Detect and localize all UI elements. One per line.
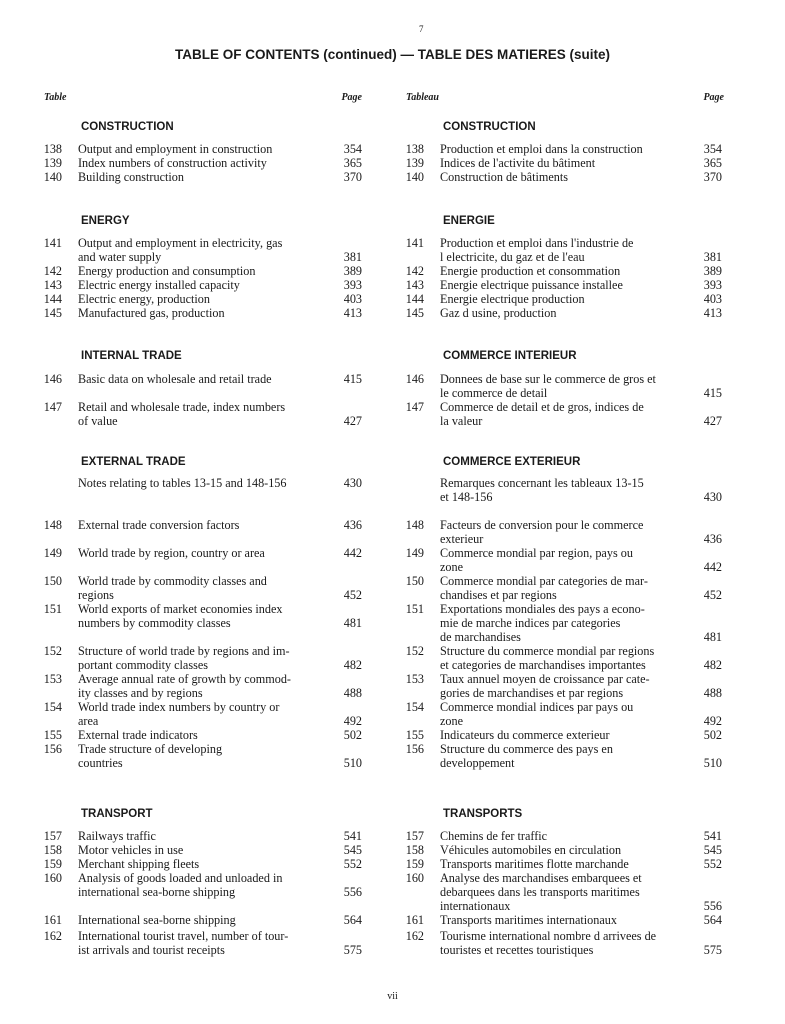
page-number: 564 xyxy=(703,913,722,927)
entry-title-line: Exportations mondiales des pays a econo- xyxy=(440,602,645,616)
page-number: 354 xyxy=(703,142,722,156)
entry-title-line: le commerce de detail xyxy=(440,386,548,400)
table-number: 161 xyxy=(43,913,62,927)
table-number: 140 xyxy=(405,170,424,184)
table-number: 138 xyxy=(43,142,62,156)
page-number: 488 xyxy=(343,686,362,700)
entry-title-line: Commerce mondial par categories de mar- xyxy=(440,574,648,588)
table-number: 155 xyxy=(43,728,62,742)
table-number: 139 xyxy=(405,156,424,170)
page-number: 481 xyxy=(343,616,362,630)
section-heading-fr: COMMERCE EXTERIEUR xyxy=(443,456,581,468)
left-page-column-label: Page xyxy=(341,92,362,103)
page-number: 452 xyxy=(703,588,722,602)
page-number: 556 xyxy=(343,885,362,899)
page-number: 430 xyxy=(703,490,722,504)
page-number: 442 xyxy=(343,546,362,560)
entry-title-line: portant commodity classes xyxy=(78,658,208,672)
entry-title-line: area xyxy=(78,714,99,728)
entry-title-line: gories de marchandises et par regions xyxy=(440,686,624,700)
entry-title-line: l electricite, du gaz et de l'eau xyxy=(440,250,585,264)
table-number: 138 xyxy=(405,142,424,156)
page-number: 545 xyxy=(343,843,362,857)
page-number: 393 xyxy=(343,278,362,292)
entry-title-line: Merchant shipping fleets xyxy=(78,857,200,871)
page-number: 541 xyxy=(703,829,722,843)
section-heading-fr: TRANSPORTS xyxy=(443,808,523,820)
page-number: 413 xyxy=(703,306,722,320)
page-number: 452 xyxy=(343,588,362,602)
table-number: 159 xyxy=(405,857,424,871)
table-number: 145 xyxy=(43,306,62,320)
page-number: 430 xyxy=(343,476,362,490)
table-number: 160 xyxy=(405,871,424,885)
table-number: 156 xyxy=(43,742,62,756)
entry-title-line: debarquees dans les transports maritimes xyxy=(440,885,640,899)
page-number: 370 xyxy=(703,170,722,184)
entry-title-line: International sea-borne shipping xyxy=(78,913,236,927)
table-number: 155 xyxy=(405,728,424,742)
entry-title-line: Motor vehicles in use xyxy=(78,843,184,857)
entry-title-line: exterieur xyxy=(440,532,484,546)
page-number: 354 xyxy=(343,142,362,156)
entry-title-line: Transports maritimes internationaux xyxy=(440,913,617,927)
page-number: 575 xyxy=(343,943,362,957)
right-page-column-label: Page xyxy=(703,92,724,103)
table-number: 142 xyxy=(43,264,62,278)
page-number: 552 xyxy=(703,857,722,871)
page-number: 436 xyxy=(343,518,362,532)
right-table-column-label: Tableau xyxy=(406,92,439,103)
table-number: 148 xyxy=(43,518,62,532)
table-number: 144 xyxy=(43,292,62,306)
page-number: 370 xyxy=(343,170,362,184)
section-heading-fr: CONSTRUCTION xyxy=(443,121,536,133)
entry-title-line: External trade conversion factors xyxy=(78,518,240,532)
section-heading-en: CONSTRUCTION xyxy=(81,121,174,133)
table-number: 151 xyxy=(405,602,424,616)
page-number: 365 xyxy=(703,156,722,170)
page-number: 552 xyxy=(343,857,362,871)
section-heading-en: ENERGY xyxy=(81,215,130,227)
page-number: 403 xyxy=(703,292,722,306)
table-number: 159 xyxy=(43,857,62,871)
entry-title-line: Railways traffic xyxy=(78,829,156,843)
entry-title-line: Energy production and consumption xyxy=(78,264,256,278)
table-number: 154 xyxy=(43,700,62,714)
entry-title-line: regions xyxy=(78,588,114,602)
entry-title-line: Chemins de fer traffic xyxy=(440,829,548,843)
entry-title-line: Energie electrique production xyxy=(440,292,585,306)
page-number: 488 xyxy=(703,686,722,700)
entry-title-line: Energie electrique puissance installee xyxy=(440,278,623,292)
page-number: 564 xyxy=(343,913,362,927)
entry-title-line: Manufactured gas, production xyxy=(78,306,225,320)
page-number: 427 xyxy=(343,414,362,428)
table-number: 153 xyxy=(43,672,62,686)
entry-title-line: zone xyxy=(440,560,464,574)
left-table-column-label: Table xyxy=(44,92,67,103)
page-number: 502 xyxy=(343,728,362,742)
entry-title-line: Commerce de detail et de gros, indices de xyxy=(440,400,644,414)
table-number: 158 xyxy=(405,843,424,857)
page-number: 393 xyxy=(703,278,722,292)
page-number: 541 xyxy=(343,829,362,843)
entry-title-line: Commerce mondial indices par pays ou xyxy=(440,700,634,714)
entry-title-line: touristes et recettes touristiques xyxy=(440,943,594,957)
entry-title-line: Index numbers of construction activity xyxy=(78,156,267,170)
entry-title-line: Production et emploi dans l'industrie de xyxy=(440,236,634,250)
page-number: 365 xyxy=(343,156,362,170)
table-number: 149 xyxy=(405,546,424,560)
table-number: 162 xyxy=(405,929,424,943)
entry-title-line: Energie production et consommation xyxy=(440,264,621,278)
entry-title-line: Electric energy, production xyxy=(78,292,210,306)
entry-title-line: la valeur xyxy=(440,414,483,428)
entry-title-line: developpement xyxy=(440,756,515,770)
entry-title-line: Indices de l'activite du bâtiment xyxy=(440,156,596,170)
entry-title-line: Gaz d usine, production xyxy=(440,306,557,320)
table-number: 144 xyxy=(405,292,424,306)
entry-title-line: Taux annuel moyen de croissance par cate- xyxy=(440,672,650,686)
entry-title-line: Facteurs de conversion pour le commerce xyxy=(440,518,644,532)
entry-title-line: numbers by commodity classes xyxy=(78,616,231,630)
entry-title-line: World exports of market economies index xyxy=(78,602,283,616)
table-number: 141 xyxy=(43,236,62,250)
entry-title-line: World trade index numbers by country or xyxy=(78,700,280,714)
table-number: 143 xyxy=(43,278,62,292)
table-number: 140 xyxy=(43,170,62,184)
table-number: 148 xyxy=(405,518,424,532)
section-heading-en: INTERNAL TRADE xyxy=(81,350,182,362)
entry-title-line: Production et emploi dans la construction xyxy=(440,142,643,156)
page-number: 492 xyxy=(703,714,722,728)
page-number-footer: vii xyxy=(387,991,398,1002)
entry-title-line: Trade structure of developing xyxy=(78,742,223,756)
page-number: 482 xyxy=(703,658,722,672)
table-number: 146 xyxy=(405,372,424,386)
page-number: 482 xyxy=(343,658,362,672)
page-number: 502 xyxy=(703,728,722,742)
table-number: 147 xyxy=(405,400,424,414)
page-number: 427 xyxy=(703,414,722,428)
entry-title-line: International tourist travel, number of tour- xyxy=(78,929,289,943)
entry-title-line: Structure du commerce mondial par regions xyxy=(440,644,655,658)
entry-title-line: Donnees de base sur le commerce de gros et xyxy=(440,372,656,386)
entry-title-line: Building construction xyxy=(78,170,184,184)
entry-title-line: Average annual rate of growth by commod- xyxy=(78,672,291,686)
entry-title-line: World trade by region, country or area xyxy=(78,546,265,560)
entry-title-line: Structure of world trade by regions and im- xyxy=(78,644,290,658)
entry-title-line: External trade indicators xyxy=(78,728,198,742)
section-heading-en: EXTERNAL TRADE xyxy=(81,456,186,468)
entry-title-line: Commerce mondial par region, pays ou xyxy=(440,546,633,560)
page-number: 436 xyxy=(703,532,722,546)
page-number: 510 xyxy=(343,756,362,770)
entry-title-line: of value xyxy=(78,414,118,428)
table-number: 161 xyxy=(405,913,424,927)
entry-title-line: World trade by commodity classes and xyxy=(78,574,267,588)
entry-title-line: Output and employment in construction xyxy=(78,142,273,156)
page-number: 415 xyxy=(703,386,722,400)
table-number: 153 xyxy=(405,672,424,686)
entry-title-line: Output and employment in electricity, gas xyxy=(78,236,283,250)
entry-title-line: Construction de bâtiments xyxy=(440,170,568,184)
entry-title-line: Indicateurs du commerce exterieur xyxy=(440,728,610,742)
table-number: 157 xyxy=(43,829,62,843)
page-number: 481 xyxy=(703,630,722,644)
entry-title-line: Basic data on wholesale and retail trade xyxy=(78,372,272,386)
entry-title-line: et categories de marchandises importantes xyxy=(440,658,646,672)
table-number: 156 xyxy=(405,742,424,756)
entry-title-line: zone xyxy=(440,714,464,728)
page-number: 545 xyxy=(703,843,722,857)
page-number: 442 xyxy=(703,560,722,574)
entry-title-line: ist arrivals and tourist receipts xyxy=(78,943,225,957)
page-title: TABLE OF CONTENTS (continued) — TABLE DES MATIERES (suite) xyxy=(175,47,610,62)
entry-title-line: Notes relating to tables 13-15 and 148-156 xyxy=(78,476,287,490)
table-number: 150 xyxy=(43,574,62,588)
table-number: 160 xyxy=(43,871,62,885)
entry-title-line: Analyse des marchandises embarquees et xyxy=(440,871,642,885)
table-number: 145 xyxy=(405,306,424,320)
table-number: 162 xyxy=(43,929,62,943)
table-number: 142 xyxy=(405,264,424,278)
page-number: 403 xyxy=(343,292,362,306)
entry-title-line: ity classes and by regions xyxy=(78,686,203,700)
entry-title-line: Remarques concernant les tableaux 13-15 xyxy=(440,476,644,490)
page-number: 413 xyxy=(343,306,362,320)
section-heading-en: TRANSPORT xyxy=(81,808,153,820)
entry-title-line: and water supply xyxy=(78,250,162,264)
page-number: 510 xyxy=(703,756,722,770)
entry-title-line: Tourisme international nombre d arrivees de xyxy=(440,929,657,943)
entry-title-line: et 148-156 xyxy=(440,490,493,504)
table-number: 151 xyxy=(43,602,62,616)
entry-title-line: Analysis of goods loaded and unloaded in xyxy=(78,871,283,885)
table-number: 139 xyxy=(43,156,62,170)
entry-title-line: mie de marche indices par categories xyxy=(440,616,621,630)
table-number: 150 xyxy=(405,574,424,588)
page-number: 575 xyxy=(703,943,722,957)
page-number: 389 xyxy=(343,264,362,278)
page-number: 381 xyxy=(703,250,722,264)
table-number: 157 xyxy=(405,829,424,843)
page-number: 556 xyxy=(703,899,722,913)
table-number: 152 xyxy=(43,644,62,658)
entry-title-line: chandises et par regions xyxy=(440,588,557,602)
table-number: 154 xyxy=(405,700,424,714)
table-number: 141 xyxy=(405,236,424,250)
entry-title-line: countries xyxy=(78,756,123,770)
section-heading-fr: COMMERCE INTERIEUR xyxy=(443,350,577,362)
page-number: 381 xyxy=(343,250,362,264)
table-number: 146 xyxy=(43,372,62,386)
table-number: 147 xyxy=(43,400,62,414)
page-mark: 7 xyxy=(419,24,424,34)
entry-title-line: internationaux xyxy=(440,899,511,913)
table-number: 152 xyxy=(405,644,424,658)
entry-title-line: Electric energy installed capacity xyxy=(78,278,240,292)
page-number: 415 xyxy=(343,372,362,386)
entry-title-line: Véhicules automobiles en circulation xyxy=(440,843,622,857)
page-number: 389 xyxy=(703,264,722,278)
entry-title-line: Transports maritimes flotte marchande xyxy=(440,857,629,871)
table-number: 158 xyxy=(43,843,62,857)
table-number: 149 xyxy=(43,546,62,560)
section-heading-fr: ENERGIE xyxy=(443,215,495,227)
entry-title-line: de marchandises xyxy=(440,630,521,644)
page-number: 492 xyxy=(343,714,362,728)
entry-title-line: Retail and wholesale trade, index numbers xyxy=(78,400,286,414)
entry-title-line: international sea-borne shipping xyxy=(78,885,236,899)
entry-title-line: Structure du commerce des pays en xyxy=(440,742,613,756)
table-number: 143 xyxy=(405,278,424,292)
